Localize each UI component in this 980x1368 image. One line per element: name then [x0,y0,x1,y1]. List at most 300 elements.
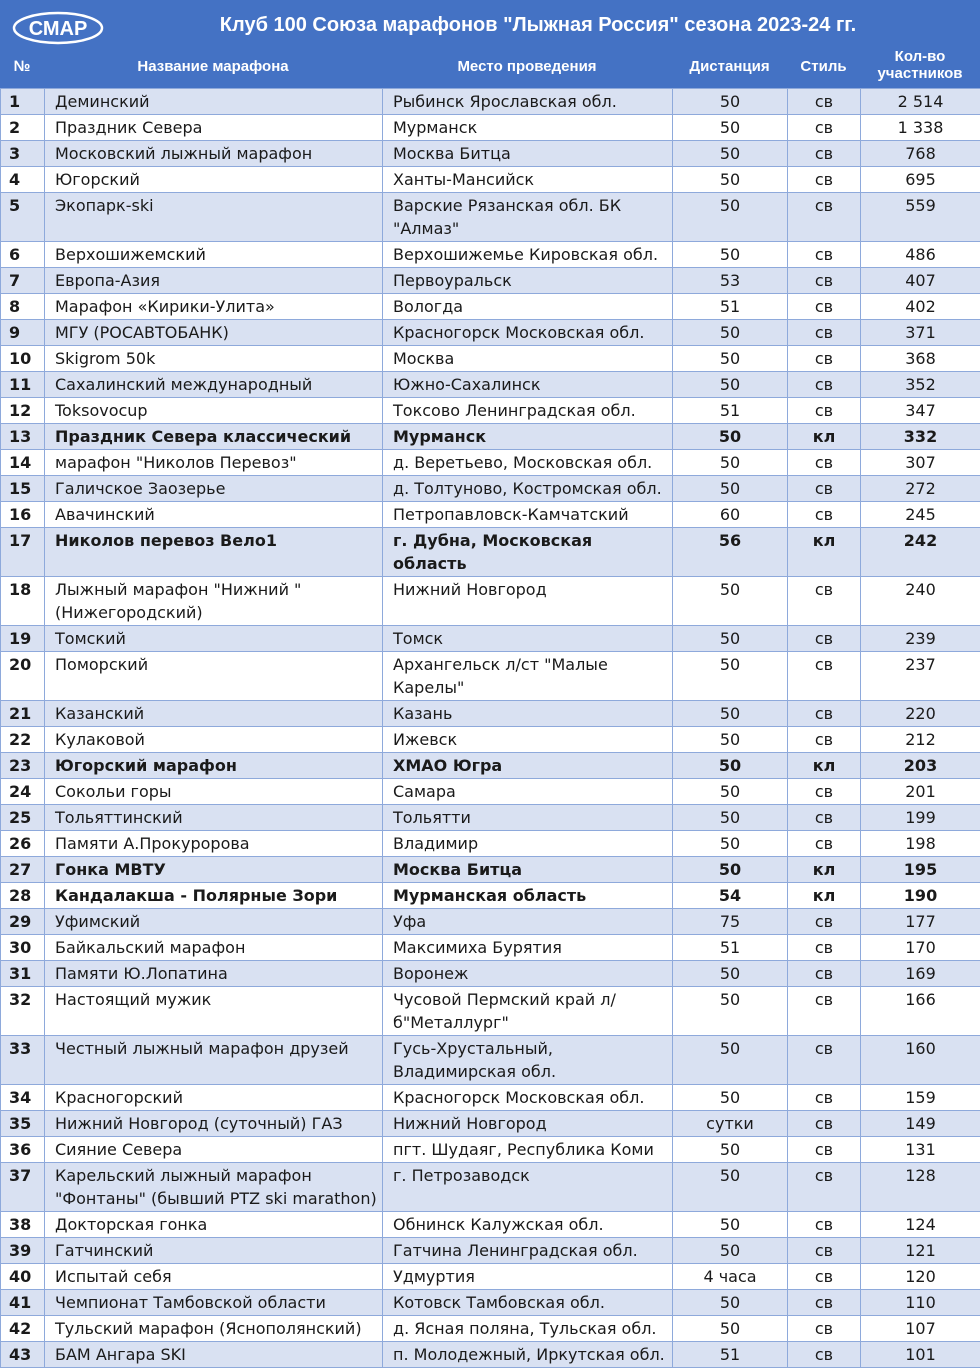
participant-count-cell: 201 [861,779,980,805]
venue-cell: Владимир [383,831,673,857]
row-number-cell: 35 [1,1111,45,1137]
distance-cell: 50 [673,193,788,242]
participant-count-cell: 203 [861,753,980,779]
row-number-cell: 20 [1,652,45,701]
distance-cell: 50 [673,753,788,779]
distance-cell: 50 [673,89,788,115]
distance-cell: 54 [673,883,788,909]
participant-count-cell: 240 [861,577,980,626]
venue-cell: Нижний Новгород [383,577,673,626]
participant-count-cell: 347 [861,398,980,424]
venue-cell: Ханты-Мансийск [383,167,673,193]
marathon-name-cell: Лыжный марафон "Нижний " (Нижегородский) [45,577,383,626]
table-row [1,167,980,193]
participant-count-cell: 120 [861,1264,980,1290]
participant-count-cell: 212 [861,727,980,753]
participant-count-cell: 220 [861,701,980,727]
col-header-distance: Дистанция [672,58,787,75]
distance-cell: 50 [673,372,788,398]
row-number-cell: 1 [1,89,45,115]
col-header-place: Место проведения [382,58,672,75]
style-cell: св [788,805,861,831]
table-row [1,115,980,141]
venue-cell: Мурманская область [383,883,673,909]
distance-cell: 53 [673,268,788,294]
row-number-cell: 9 [1,320,45,346]
distance-cell: 50 [673,1137,788,1163]
participant-count-cell: 149 [861,1111,980,1137]
row-number-cell: 43 [1,1342,45,1368]
distance-cell: 50 [673,424,788,450]
table-row [1,1290,980,1316]
row-number-cell: 12 [1,398,45,424]
venue-cell: г. Петрозаводск [383,1163,673,1212]
row-number-cell: 32 [1,987,45,1036]
distance-cell: 60 [673,502,788,528]
table-row [1,652,980,701]
row-number-cell: 5 [1,193,45,242]
table-row [1,831,980,857]
distance-cell: 50 [673,1163,788,1212]
venue-cell: д. Веретьево, Московская обл. [383,450,673,476]
marathon-name-cell: Праздник Севера классический [45,424,383,450]
marathon-name-cell: Испытай себя [45,1264,383,1290]
venue-cell: Петропавловск-Камчатский [383,502,673,528]
participant-count-cell: 272 [861,476,980,502]
venue-cell: д. Толтуново, Костромская обл. [383,476,673,502]
distance-cell: 50 [673,1085,788,1111]
table-row [1,1111,980,1137]
marathon-name-cell: Экопарк-ski [45,193,383,242]
row-number-cell: 31 [1,961,45,987]
row-number-cell: 24 [1,779,45,805]
participant-count-cell: 245 [861,502,980,528]
venue-cell: Уфа [383,909,673,935]
style-cell: кл [788,883,861,909]
venue-cell: Воронеж [383,961,673,987]
table-header [0,0,980,88]
participant-count-cell: 332 [861,424,980,450]
table-row [1,476,980,502]
marathon-name-cell: БАМ Ангара SKI [45,1342,383,1368]
row-number-cell: 21 [1,701,45,727]
distance-cell: 50 [673,242,788,268]
col-header-style: Стиль [787,58,860,75]
style-cell: св [788,372,861,398]
style-cell: св [788,779,861,805]
table-row [1,577,980,626]
row-number-cell: 28 [1,883,45,909]
marathon-table [0,88,980,1368]
participant-count-cell: 237 [861,652,980,701]
marathon-name-cell: Гатчинский [45,1238,383,1264]
distance-cell: 50 [673,450,788,476]
marathon-name-cell: марафон "Николов Перевоз" [45,450,383,476]
row-number-cell: 14 [1,450,45,476]
venue-cell: Южно-Сахалинск [383,372,673,398]
table-row [1,935,980,961]
row-number-cell: 23 [1,753,45,779]
distance-cell: 50 [673,476,788,502]
table-row [1,1163,980,1212]
venue-cell: Мурманск [383,115,673,141]
distance-cell: 50 [673,1290,788,1316]
venue-cell: Удмуртия [383,1264,673,1290]
marathon-name-cell: Московский лыжный марафон [45,141,383,167]
venue-cell: Красногорск Московская обл. [383,1085,673,1111]
table-row [1,89,980,115]
table-row [1,779,980,805]
table-row [1,1238,980,1264]
marathon-name-cell: Деминский [45,89,383,115]
table-row [1,141,980,167]
venue-cell: Первоуральск [383,268,673,294]
venue-cell: д. Ясная поляна, Тульская обл. [383,1316,673,1342]
distance-cell: 50 [673,577,788,626]
participant-count-cell: 170 [861,935,980,961]
style-cell: св [788,577,861,626]
row-number-cell: 18 [1,577,45,626]
table-row [1,961,980,987]
style-cell: св [788,1342,861,1368]
marathon-name-cell: Галичское Заозерье [45,476,383,502]
row-number-cell: 2 [1,115,45,141]
marathon-name-cell: Сияние Севера [45,1137,383,1163]
col-header-count-line1: Кол-во [860,48,980,65]
table-row [1,528,980,577]
table-row [1,268,980,294]
marathon-name-cell: Тольяттинский [45,805,383,831]
style-cell: кл [788,424,861,450]
style-cell: св [788,1212,861,1238]
style-cell: св [788,626,861,652]
participant-count-cell: 177 [861,909,980,935]
venue-cell: Казань [383,701,673,727]
marathon-name-cell: Марафон «Кирики-Улита» [45,294,383,320]
distance-cell: 4 часа [673,1264,788,1290]
venue-cell: Мурманск [383,424,673,450]
participant-count-cell: 160 [861,1036,980,1085]
style-cell: св [788,398,861,424]
row-number-cell: 38 [1,1212,45,1238]
venue-cell: Ижевск [383,727,673,753]
style-cell: св [788,450,861,476]
style-cell: св [788,268,861,294]
table-row [1,320,980,346]
marathon-name-cell: Докторская гонка [45,1212,383,1238]
marathon-name-cell: Югорский [45,167,383,193]
participant-count-cell: 307 [861,450,980,476]
participant-count-cell: 486 [861,242,980,268]
participant-count-cell: 402 [861,294,980,320]
venue-cell: пгт. Шудаяг, Республика Коми [383,1137,673,1163]
venue-cell: Токсово Ленинградская обл. [383,398,673,424]
marathon-name-cell: Поморский [45,652,383,701]
distance-cell: 50 [673,652,788,701]
table-row [1,242,980,268]
distance-cell: 50 [673,346,788,372]
participant-count-cell: 159 [861,1085,980,1111]
row-number-cell: 19 [1,626,45,652]
style-cell: св [788,346,861,372]
marathon-name-cell: Настоящий мужик [45,987,383,1036]
participant-count-cell: 199 [861,805,980,831]
participant-count-cell: 190 [861,883,980,909]
participant-count-cell: 239 [861,626,980,652]
marathon-name-cell: Праздник Севера [45,115,383,141]
participant-count-cell: 128 [861,1163,980,1212]
marathon-name-cell: Байкальский марафон [45,935,383,961]
participant-count-cell: 121 [861,1238,980,1264]
venue-cell: Чусовой Пермский край л/б"Металлург" [383,987,673,1036]
row-number-cell: 33 [1,1036,45,1085]
table-row [1,1264,980,1290]
table-row [1,701,980,727]
distance-cell: 50 [673,1036,788,1085]
style-cell: св [788,1290,861,1316]
style-cell: св [788,1085,861,1111]
venue-cell: Тольятти [383,805,673,831]
style-cell: св [788,987,861,1036]
table-row [1,857,980,883]
table-row [1,1212,980,1238]
marathon-name-cell: Николов перевоз Вело1 [45,528,383,577]
marathon-name-cell: Кулаковой [45,727,383,753]
style-cell: св [788,167,861,193]
marathon-name-cell: Уфимский [45,909,383,935]
style-cell: св [788,1137,861,1163]
marathon-name-cell: Кандалакша - Полярные Зори [45,883,383,909]
distance-cell: 50 [673,320,788,346]
table-row [1,883,980,909]
row-number-cell: 25 [1,805,45,831]
distance-cell: 51 [673,398,788,424]
participant-count-cell: 107 [861,1316,980,1342]
style-cell: св [788,1111,861,1137]
row-number-cell: 26 [1,831,45,857]
marathon-name-cell: Томский [45,626,383,652]
table-row [1,1036,980,1085]
distance-cell: 50 [673,1212,788,1238]
style-cell: св [788,1316,861,1342]
marathon-name-cell: Гонка МВТУ [45,857,383,883]
style-cell: св [788,115,861,141]
table-body [1,89,980,1368]
participant-count-cell: 242 [861,528,980,577]
style-cell: св [788,294,861,320]
style-cell: св [788,727,861,753]
style-cell: св [788,141,861,167]
distance-cell: 51 [673,294,788,320]
table-row [1,1085,980,1111]
distance-cell: 75 [673,909,788,935]
marathon-name-cell: Сокольи горы [45,779,383,805]
marathon-name-cell: Памяти Ю.Лопатина [45,961,383,987]
row-number-cell: 11 [1,372,45,398]
venue-cell: Котовск Тамбовская обл. [383,1290,673,1316]
table-row [1,398,980,424]
venue-cell: Вологда [383,294,673,320]
table-row [1,909,980,935]
table-row [1,805,980,831]
row-number-cell: 36 [1,1137,45,1163]
participant-count-cell: 169 [861,961,980,987]
venue-cell: Москва Битца [383,857,673,883]
row-number-cell: 13 [1,424,45,450]
venue-cell: Самара [383,779,673,805]
style-cell: св [788,320,861,346]
style-cell: св [788,242,861,268]
table-row [1,626,980,652]
marathon-name-cell: Югорский марафон [45,753,383,779]
marathon-name-cell: МГУ (РОСАВТОБАНК) [45,320,383,346]
venue-cell: Москва [383,346,673,372]
table-row [1,987,980,1036]
style-cell: св [788,476,861,502]
distance-cell: 56 [673,528,788,577]
participant-count-cell: 2 514 [861,89,980,115]
style-cell: кл [788,857,861,883]
row-number-cell: 3 [1,141,45,167]
distance-cell: 50 [673,779,788,805]
style-cell: св [788,831,861,857]
logo-text: СМАР [29,18,88,40]
marathon-name-cell: Карельский лыжный марафон "Фонтаны" (бывший PTZ ski marathon) [45,1163,383,1212]
style-cell: св [788,701,861,727]
distance-cell: 50 [673,141,788,167]
distance-cell: 51 [673,1342,788,1368]
marathon-name-cell: Сахалинский международный [45,372,383,398]
venue-cell: Нижний Новгород [383,1111,673,1137]
row-number-cell: 42 [1,1316,45,1342]
row-number-cell: 29 [1,909,45,935]
distance-cell: 50 [673,701,788,727]
participant-count-cell: 559 [861,193,980,242]
distance-cell: 50 [673,115,788,141]
row-number-cell: 27 [1,857,45,883]
row-number-cell: 4 [1,167,45,193]
table-row [1,346,980,372]
row-number-cell: 37 [1,1163,45,1212]
distance-cell: 50 [673,1238,788,1264]
marathon-name-cell: Тульский марафон (Яснополянский) [45,1316,383,1342]
col-header-count-line2: участников [860,65,980,82]
distance-cell: 50 [673,626,788,652]
style-cell: кл [788,753,861,779]
participant-count-cell: 368 [861,346,980,372]
participant-count-cell: 1 338 [861,115,980,141]
distance-cell: 50 [673,727,788,753]
venue-cell: Верхошижемье Кировская обл. [383,242,673,268]
venue-cell: Гатчина Ленинградская обл. [383,1238,673,1264]
col-header-name: Название марафона [44,58,382,75]
participant-count-cell: 371 [861,320,980,346]
style-cell: св [788,1238,861,1264]
row-number-cell: 41 [1,1290,45,1316]
smar-logo [12,10,104,46]
row-number-cell: 22 [1,727,45,753]
participant-count-cell: 110 [861,1290,980,1316]
venue-cell: ХМАО Югра [383,753,673,779]
marathon-name-cell: Авачинский [45,502,383,528]
distance-cell: 50 [673,857,788,883]
style-cell: св [788,1163,861,1212]
venue-cell: Красногорск Московская обл. [383,320,673,346]
row-number-cell: 10 [1,346,45,372]
participant-count-cell: 695 [861,167,980,193]
marathon-name-cell: Нижний Новгород (суточный) ГАЗ [45,1111,383,1137]
marathon-name-cell: Верхошижемский [45,242,383,268]
participant-count-cell: 166 [861,987,980,1036]
distance-cell: 51 [673,935,788,961]
table-row [1,193,980,242]
marathon-name-cell: Toksovocup [45,398,383,424]
distance-cell: 50 [673,987,788,1036]
style-cell: св [788,652,861,701]
distance-cell: 50 [673,831,788,857]
marathon-name-cell: Европа-Азия [45,268,383,294]
participant-count-cell: 352 [861,372,980,398]
style-cell: кл [788,528,861,577]
distance-cell: 50 [673,167,788,193]
table-row [1,727,980,753]
table-row [1,1342,980,1368]
venue-cell: п. Молодежный, Иркутская обл. [383,1342,673,1368]
table-row [1,1316,980,1342]
participant-count-cell: 131 [861,1137,980,1163]
venue-cell: Томск [383,626,673,652]
row-number-cell: 39 [1,1238,45,1264]
distance-cell: 50 [673,805,788,831]
marathon-name-cell: Чемпионат Тамбовской области [45,1290,383,1316]
row-number-cell: 30 [1,935,45,961]
table-row [1,424,980,450]
style-cell: св [788,502,861,528]
col-header-count [860,48,980,82]
row-number-cell: 34 [1,1085,45,1111]
participant-count-cell: 198 [861,831,980,857]
table-row [1,1137,980,1163]
participant-count-cell: 768 [861,141,980,167]
row-number-cell: 16 [1,502,45,528]
venue-cell: Гусь-Хрустальный, Владимирская обл. [383,1036,673,1085]
style-cell: св [788,89,861,115]
marathon-name-cell: Казанский [45,701,383,727]
style-cell: св [788,961,861,987]
venue-cell: г. Дубна, Московская область [383,528,673,577]
table-row [1,502,980,528]
participant-count-cell: 124 [861,1212,980,1238]
venue-cell: Москва Битца [383,141,673,167]
row-number-cell: 7 [1,268,45,294]
table-row [1,294,980,320]
row-number-cell: 40 [1,1264,45,1290]
venue-cell: Рыбинск Ярославская обл. [383,89,673,115]
distance-cell: сутки [673,1111,788,1137]
table-row [1,753,980,779]
marathon-name-cell: Честный лыжный марафон друзей [45,1036,383,1085]
distance-cell: 50 [673,961,788,987]
row-number-cell: 8 [1,294,45,320]
venue-cell: Максимиха Бурятия [383,935,673,961]
marathon-name-cell: Skigrom 50k [45,346,383,372]
style-cell: св [788,1264,861,1290]
style-cell: св [788,193,861,242]
venue-cell: Обнинск Калужская обл. [383,1212,673,1238]
table-row [1,372,980,398]
row-number-cell: 15 [1,476,45,502]
table-row [1,450,980,476]
